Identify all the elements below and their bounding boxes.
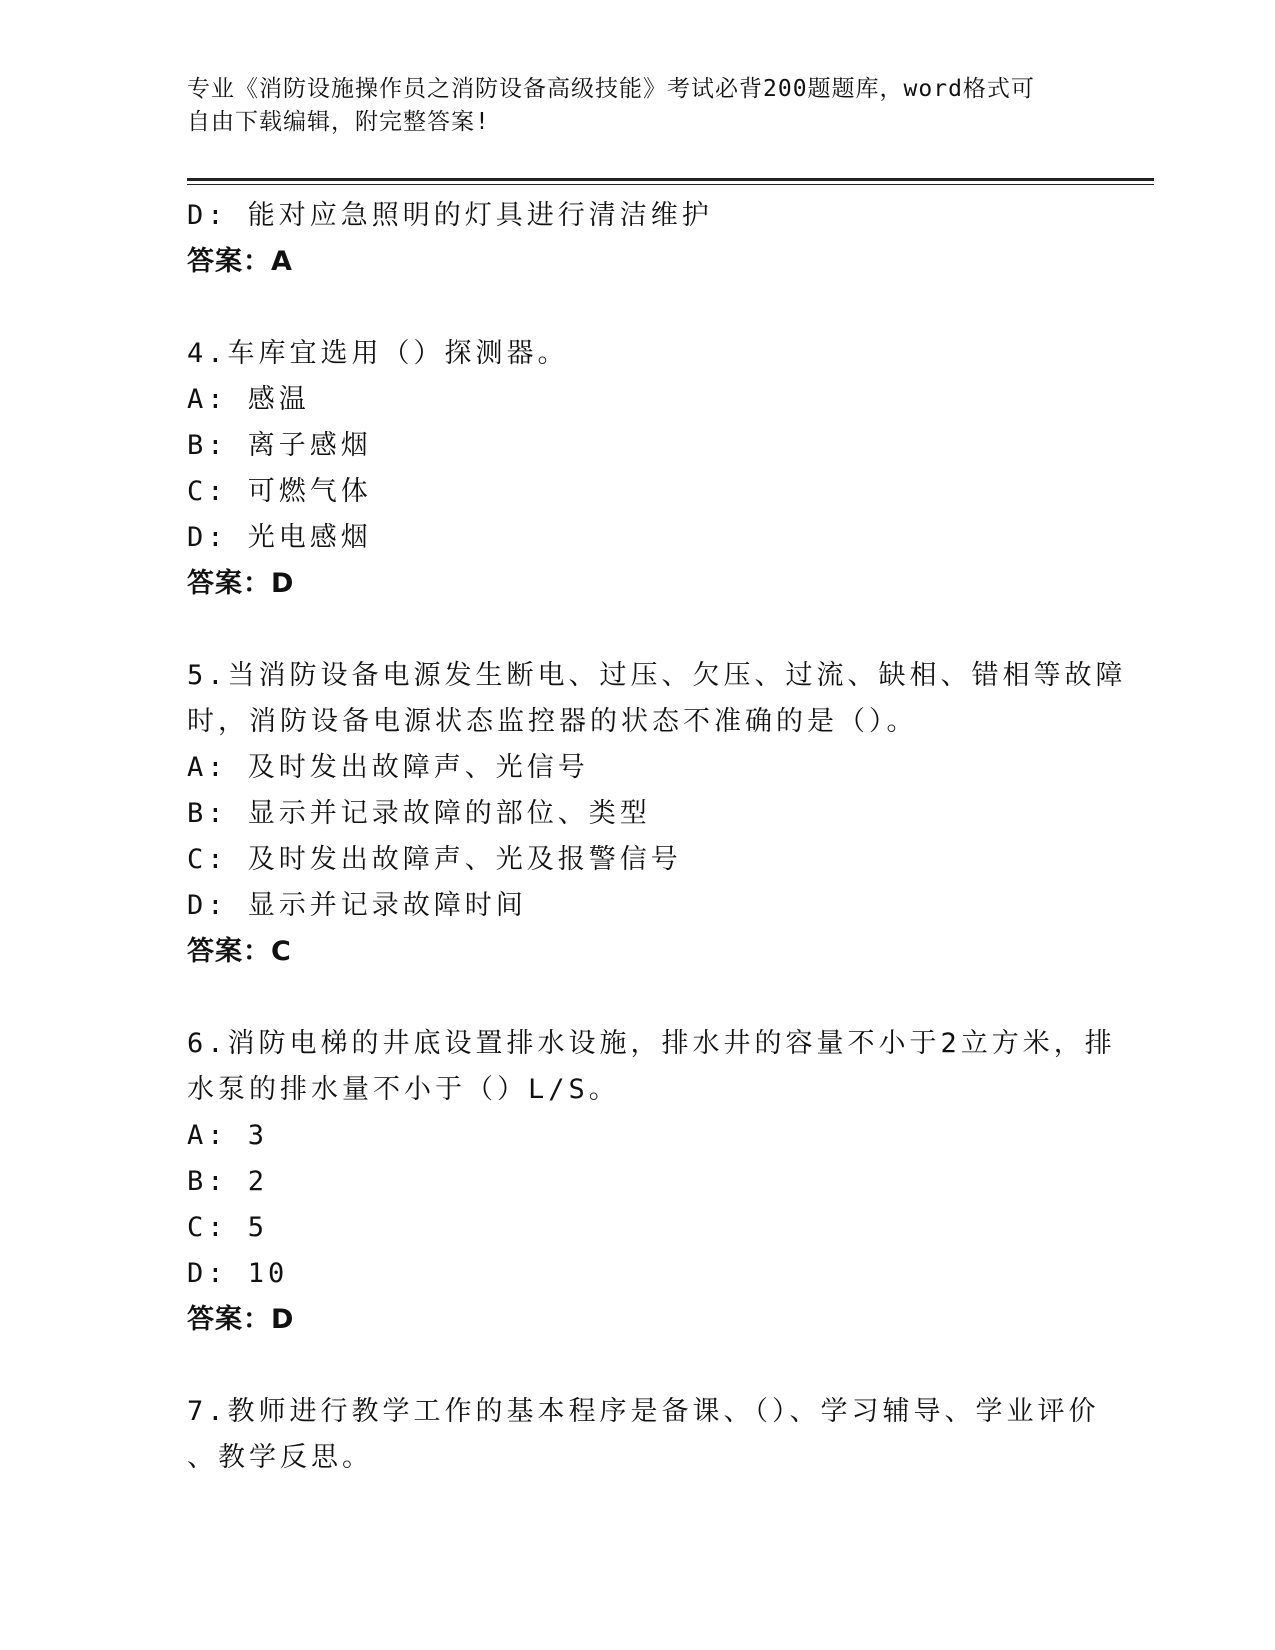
option-c: C: 可燃气体 bbox=[187, 476, 372, 507]
option-c: C: 及时发出故障声、光及报警信号 bbox=[187, 844, 682, 875]
option-d: D: 10 bbox=[187, 1258, 289, 1289]
answer: 答案：C bbox=[187, 936, 292, 967]
header-divider-thick bbox=[187, 178, 1154, 181]
question-6 bbox=[187, 1021, 1116, 1343]
question-stem-line-2: 时，消防设备电源状态监控器的状态不准确的是（）。 bbox=[187, 706, 918, 737]
question-stem-line-1: 7.教师进行教学工作的基本程序是备课、（）、学习辅导、学业评价 bbox=[187, 1396, 1100, 1427]
header-line-2: 自由下载编辑，附完整答案! bbox=[187, 109, 490, 135]
question-stem-line-1: 6.消防电梯的井底设置排水设施，排水井的容量不小于2立方米，排 bbox=[187, 1028, 1116, 1059]
option-c: C: 5 bbox=[187, 1212, 269, 1243]
option-b: B: 显示并记录故障的部位、类型 bbox=[187, 798, 651, 829]
question-stem-line-2: 水泵的排水量不小于（）L/S。 bbox=[187, 1074, 620, 1105]
question-7 bbox=[187, 1389, 1100, 1481]
question-stem-line-2: 、教学反思。 bbox=[187, 1442, 373, 1473]
answer: 答案：D bbox=[187, 1304, 295, 1335]
option-a: A: 3 bbox=[187, 1120, 269, 1151]
spacer bbox=[187, 607, 1067, 653]
question-stem: 4.车库宜选用（）探测器。 bbox=[187, 338, 569, 369]
question-list bbox=[187, 193, 1127, 1481]
question-stem-line-1: 5.当消防设备电源发生断电、过压、欠压、过流、缺相、错相等故障 bbox=[187, 660, 1127, 691]
spacer bbox=[187, 285, 1067, 331]
question-4 bbox=[187, 331, 1067, 607]
prev-answer: 答案：A bbox=[187, 246, 293, 277]
option-b: B: 2 bbox=[187, 1166, 269, 1197]
header-divider-thin bbox=[187, 184, 1154, 185]
answer: 答案：D bbox=[187, 568, 295, 599]
question-5 bbox=[187, 653, 1127, 975]
prev-option-d: D: 能对应急照明的灯具进行清洁维护 bbox=[187, 200, 713, 231]
option-d: D: 显示并记录故障时间 bbox=[187, 890, 527, 921]
document-header bbox=[187, 73, 1077, 139]
header-line-1: 专业《消防设施操作员之消防设备高级技能》考试必背200题题库，word格式可 bbox=[187, 76, 1035, 102]
option-a: A: 及时发出故障声、光信号 bbox=[187, 752, 589, 783]
option-d: D: 光电感烟 bbox=[187, 522, 372, 553]
option-b: B: 离子感烟 bbox=[187, 430, 372, 461]
spacer bbox=[187, 975, 1067, 1021]
option-a: A: 感温 bbox=[187, 384, 310, 415]
spacer bbox=[187, 1343, 1067, 1389]
